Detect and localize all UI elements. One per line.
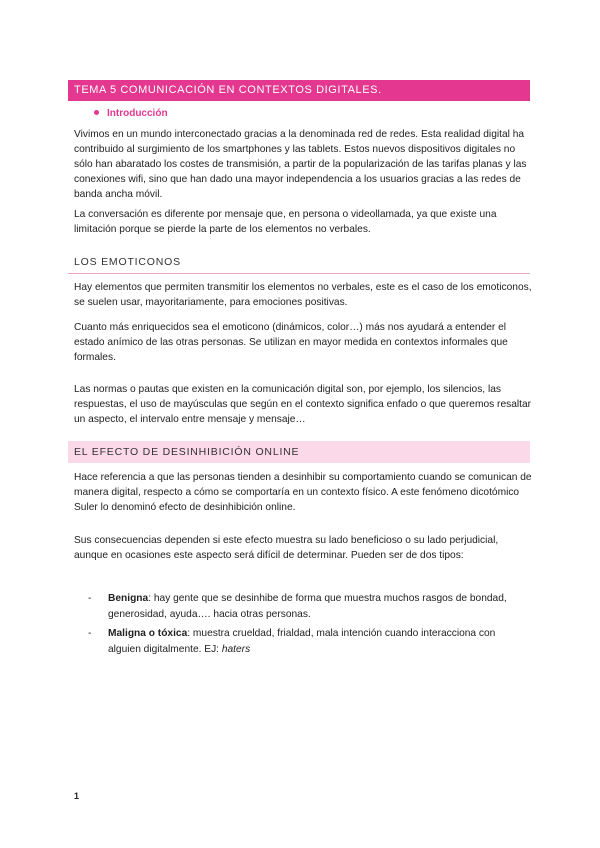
- bullet-dot-icon: [94, 110, 99, 115]
- disinhibition-paragraph-2: Sus consecuencias dependen si este efecto muestra su lado beneficioso o su lado perjudicial, aunque en ocasiones este aspecto será difícil de determinar. Pueden ser de dos tipos:: [74, 535, 499, 561]
- intro-paragraph-2: La conversación es diferente por mensaje que, en persona o videollamada, ya que existe una limitación porque se pierde la parte de los elementos no verbales.: [74, 209, 497, 235]
- example-haters: haters: [221, 644, 251, 655]
- intro-bullet-label: Introducción: [107, 108, 168, 119]
- emoticons-paragraph-3: Las normas o pautas que existen en la comunicación digital son, por ejemplo, los silencios, las respuestas, el uso de mayúsculas que según en el contexto significa enfado o que queremos resaltar un aspecto, el intervalo entre mensaje y mensaje…: [74, 384, 532, 425]
- term-maligna: Maligna o tóxica: [108, 628, 188, 639]
- disinhibition-paragraph-1: Hace referencia a que las personas tienden a desinhibir su comportamiento cuando se comunican de manera digital, respecto a cómo se comportaría en un contexto físico. A este fenómeno dicotómico Suler lo denominó efecto de desinhibición online.: [74, 472, 532, 513]
- term-benigna: Benigna: [108, 593, 149, 604]
- emoticons-paragraph-1: Hay elementos que permiten transmitir los elementos no verbales, este es el caso de los emoticonos, se suelen usar, mayoritariamente, para emociones positivas.: [74, 282, 532, 308]
- page-number: 1: [74, 791, 80, 801]
- term-maligna-text: : muestra crueldad, frialdad, mala intención cuando interacciona con alguien digitalmente. EJ:: [108, 628, 496, 655]
- term-benigna-text: : hay gente que se desinhibe de forma que muestra muchos rasgos de bondad, generosidad, ayuda…. hacia otras personas.: [108, 593, 507, 620]
- section-heading-emoticons: LOS EMOTICONOS: [68, 250, 530, 274]
- emoticons-paragraph-2: Cuanto más enriquecidos sea el emoticono (dinámicos, color…) más nos ayudará a entender el estado anímico de las otras personas. Se utilizan en mayor medida en contextos informales que formales.: [74, 322, 508, 363]
- disinhibition-types-list: [88, 591, 528, 661]
- list-dash: -: [88, 593, 92, 604]
- list-item: [88, 626, 528, 658]
- list-dash: -: [88, 628, 92, 639]
- intro-paragraph-1: Vivimos en un mundo interconectado gracias a la denominada red de redes. Esta realidad digital ha contribuido al surgimiento de los smartphones y las tablets. Estos nuevos dispositivos digitales no sólo han abaratado los costes de transmisión, a partir de la popularización de las tarifas planas y las conexiones wifi, sino que han dado una mayor independencia a los usuarios gracias a las redes de banda ancha móvil.: [74, 129, 527, 200]
- chapter-title: TEMA 5 COMUNICACIÓN EN CONTEXTOS DIGITALES.: [68, 80, 530, 101]
- intro-bullet: [94, 108, 168, 119]
- section-heading-disinhibition: EL EFECTO DE DESINHIBICIÓN ONLINE: [68, 441, 530, 463]
- list-item: [88, 591, 528, 623]
